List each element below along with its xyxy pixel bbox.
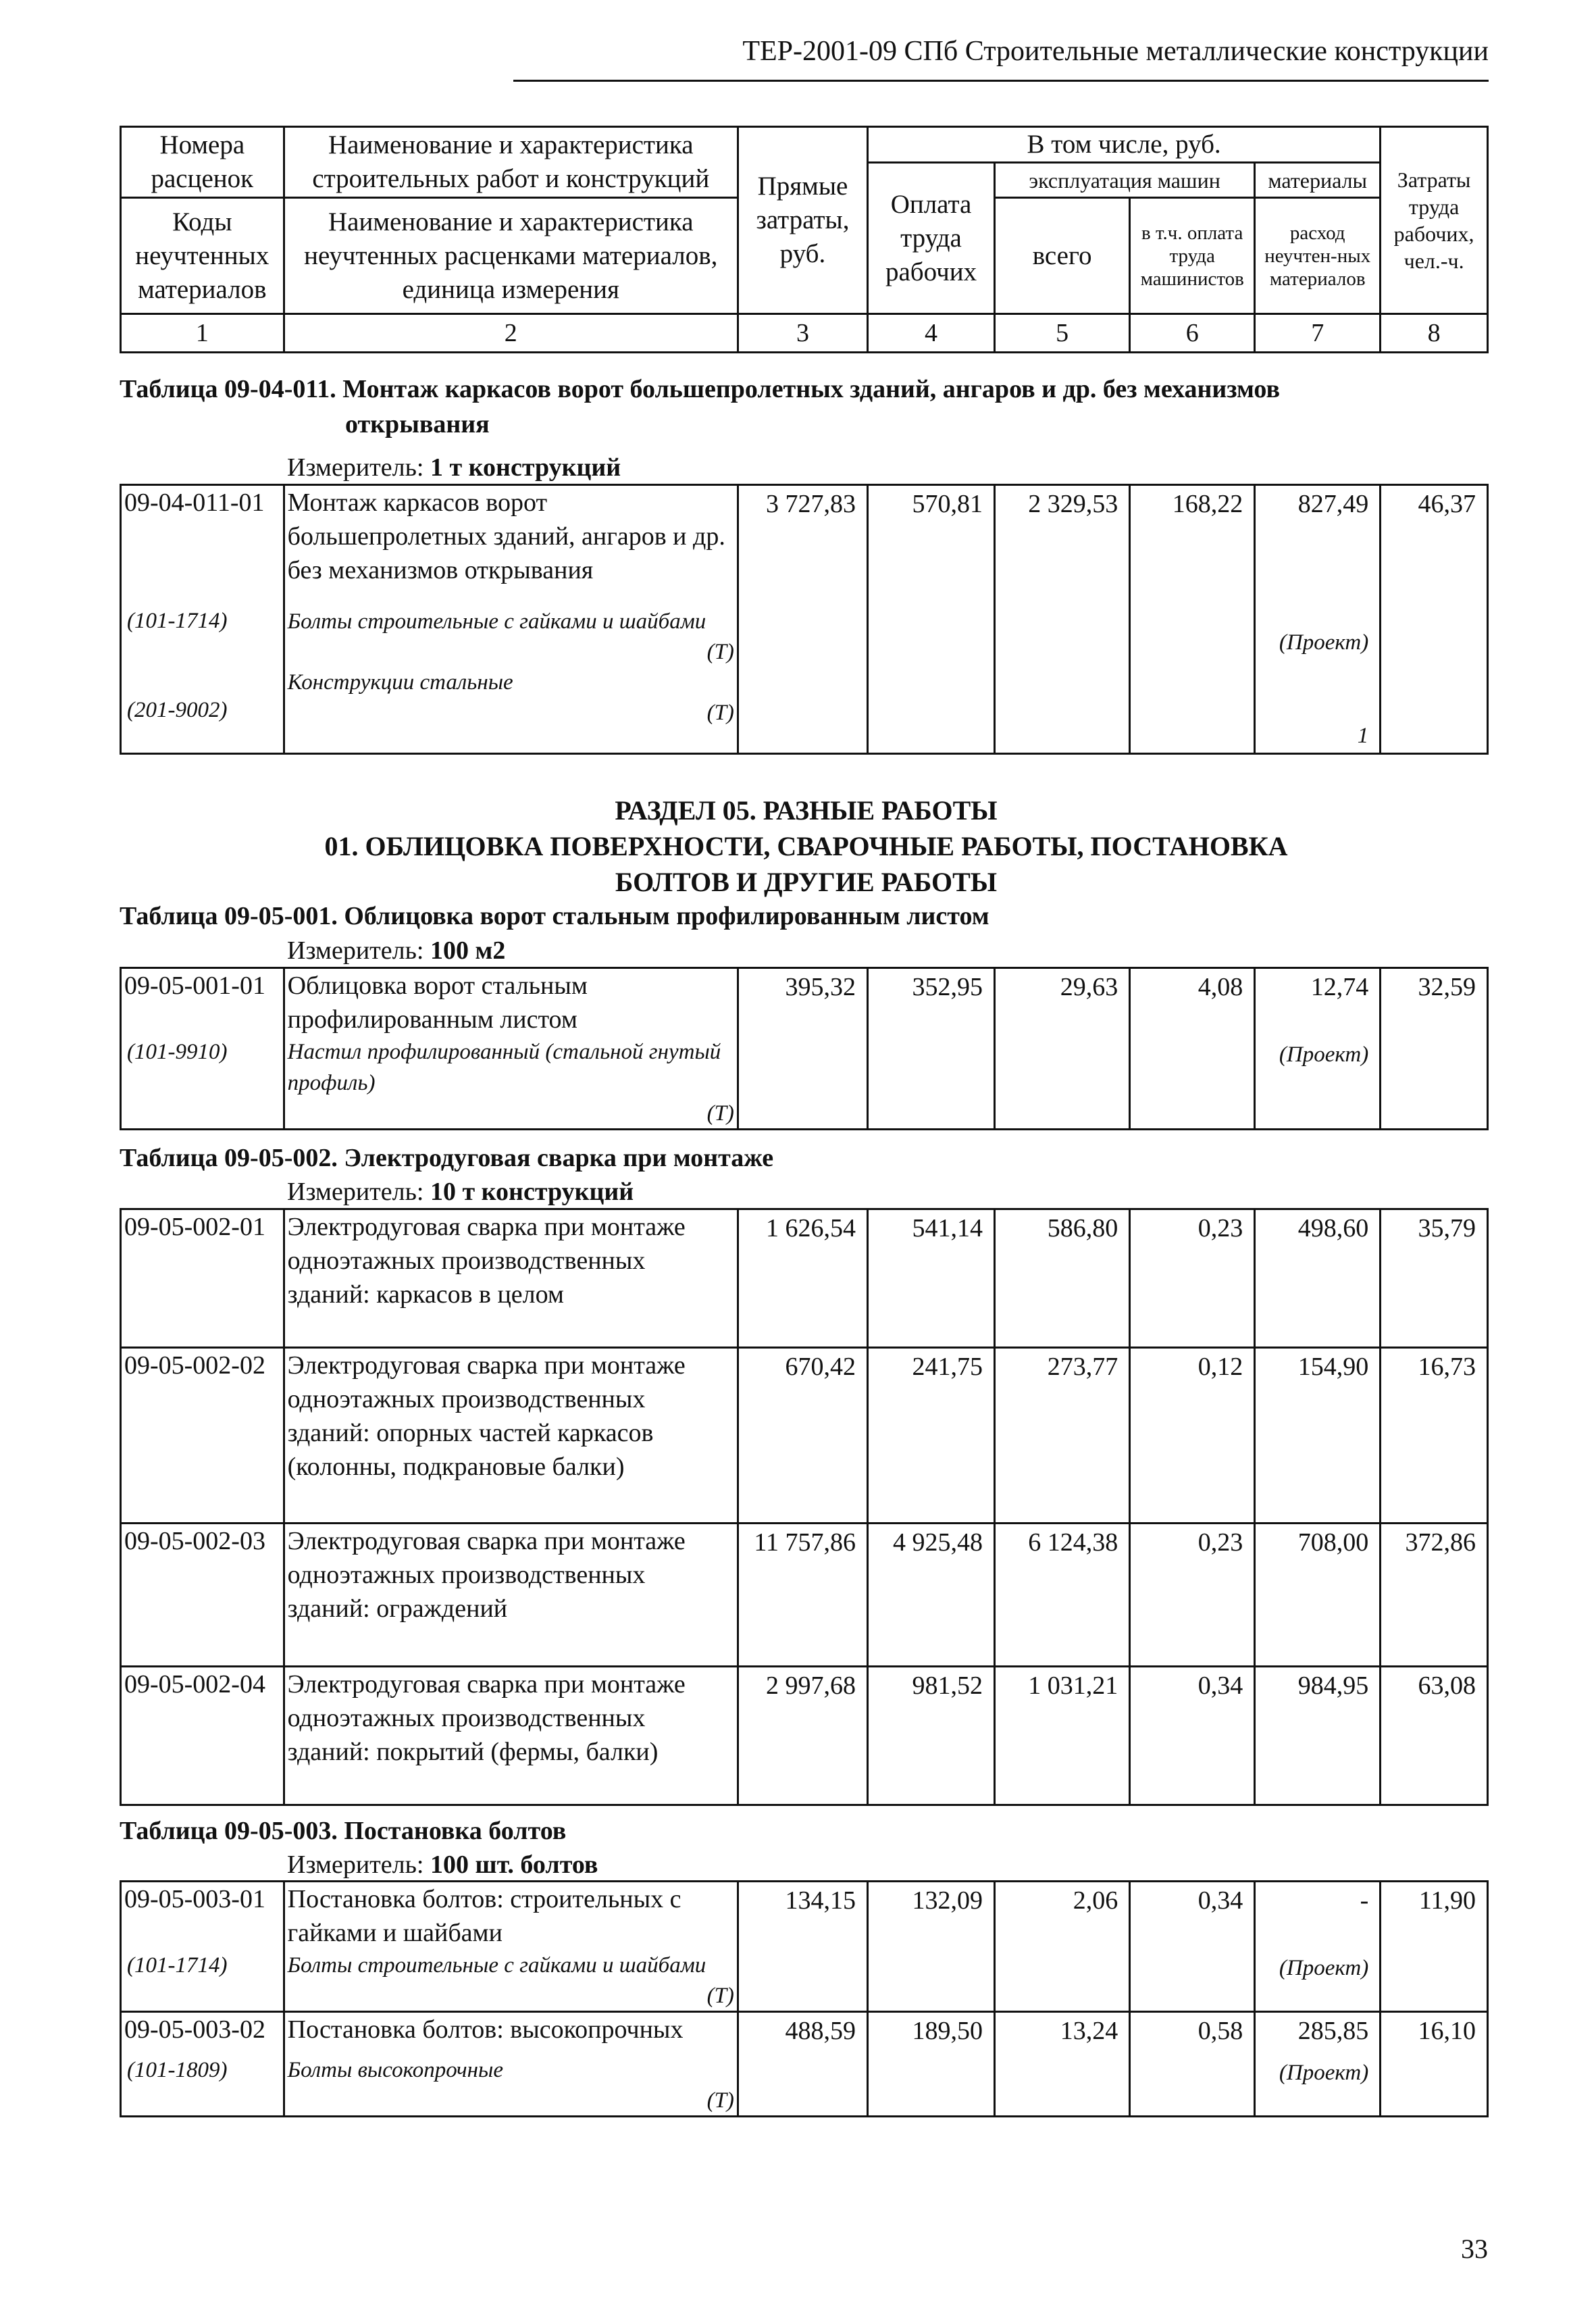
table-row [121, 2012, 1488, 2117]
material-code: (101-9910) [127, 1040, 228, 1064]
labor-pay: 4 925,48 [868, 1524, 995, 1667]
rate-name: Постановка болтов: строительных с гайками и шайбами [287, 1885, 681, 1947]
section-title-line: 01. ОБЛИЦОВКА ПОВЕРХНОСТИ, СВАРОЧНЫЕ РАБОТЫ, ПОСТАНОВКА [324, 831, 1288, 861]
material-consumption: 1 [1357, 724, 1369, 748]
material-unit: (Т) [706, 2088, 734, 2113]
material-unit: (Т) [706, 1101, 734, 1126]
direct-cost: 2 997,68 [738, 1667, 867, 1805]
col6-header: в т.ч. оплата труда машинистов [1130, 198, 1255, 314]
machines-total: 273,77 [995, 1348, 1130, 1524]
operator-pay: 0,12 [1130, 1348, 1255, 1524]
materials-header: материалы [1255, 163, 1381, 198]
included-header: В том числе, руб. [868, 127, 1381, 163]
table-row [121, 1667, 1488, 1805]
measure-unit-value: 100 шт. болтов [430, 1851, 598, 1879]
direct-cost: 1 626,54 [738, 1209, 867, 1348]
table-title: Таблица 09-05-003. Постановка болтов [120, 1817, 567, 1845]
materials-cost: 708,00 [1255, 1524, 1381, 1667]
measure-unit: Измеритель: 100 м2 [287, 936, 506, 965]
direct-cost: 134,15 [738, 1882, 867, 2012]
rate-name: Постановка болтов: высокопрочных [287, 2015, 684, 2044]
table-title: Таблица 09-05-001. Облицовка ворот стальным профилированным листом [120, 902, 989, 930]
rate-name: Электродуговая сварка при монтаже одноэтажных производственных зданий: опорных частей каркасов (колонны, подкрановые балки) [284, 1348, 738, 1524]
table-title [120, 372, 1280, 442]
machines-total: 6 124,38 [995, 1524, 1130, 1667]
labor-hours: 372,86 [1381, 1524, 1488, 1667]
rate-code: 09-04-011-01 [124, 488, 265, 517]
running-header: ТЕР-2001-09 СПб Строительные металлические конструкции [742, 36, 1489, 67]
col3-header: Прямые затраты, руб. [738, 127, 867, 314]
col7-header: расход неучтен-ных материалов [1255, 198, 1381, 314]
column-number: 4 [868, 314, 995, 353]
material-name: Болты высокопрочные [287, 2058, 504, 2082]
measure-unit: Измеритель: 10 т конструкций [287, 1178, 634, 1206]
table-row [121, 1882, 1488, 2012]
labor-hours: 46,37 [1381, 485, 1488, 754]
column-number: 1 [121, 314, 284, 353]
column-number: 2 [284, 314, 738, 353]
rate-code: 09-05-003-01 [124, 1885, 265, 1913]
operator-pay: 4,08 [1130, 968, 1255, 1130]
rate-code: 09-05-002-02 [121, 1348, 284, 1524]
material-unit: (Т) [706, 1984, 734, 2008]
operator-pay: 0,34 [1130, 1882, 1255, 2012]
column-number: 5 [995, 314, 1130, 353]
direct-cost: 488,59 [738, 2012, 867, 2117]
col4-header: Оплата труда рабочих [868, 163, 995, 314]
machines-total: 2 329,53 [995, 485, 1130, 754]
material-name: Конструкции стальные [287, 670, 513, 695]
column-header-table [120, 126, 1489, 353]
machines-total: 13,24 [995, 2012, 1130, 2117]
table-title: Таблица 09-05-002. Электродуговая сварка при монтаже [120, 1144, 774, 1172]
materials-cost: 498,60 [1255, 1209, 1381, 1348]
machines-total: 2,06 [995, 1882, 1130, 2012]
rate-name: Монтаж каркасов ворот большепролетных зданий, ангаров и др. без механизмов открывания [287, 488, 725, 584]
material-code: (201-9002) [127, 698, 228, 722]
material-name: Болты строительные с гайками и шайбами [287, 609, 706, 634]
table-row [121, 968, 1488, 1130]
rates-table [120, 1880, 1489, 2117]
table-row [121, 1524, 1488, 1667]
table-row [121, 1209, 1488, 1348]
labor-pay: 541,14 [868, 1209, 995, 1348]
section-title-line: РАЗДЕЛ 05. РАЗНЫЕ РАБОТЫ [615, 795, 998, 826]
material-name: Настил профилированный (стальной гнутый профиль) [287, 1040, 721, 1095]
rate-code: 09-05-002-01 [121, 1209, 284, 1348]
column-number: 8 [1381, 314, 1488, 353]
rates-table [120, 967, 1489, 1130]
material-consumption: (Проект) [1279, 1956, 1369, 1980]
operator-pay: 0,23 [1130, 1524, 1255, 1667]
operator-pay: 0,23 [1130, 1209, 1255, 1348]
labor-pay: 241,75 [868, 1348, 995, 1524]
table-title-text: Таблица 09-04-011. Монтаж каркасов ворот большепролетных зданий, ангаров и др. без механизмов [120, 375, 1280, 403]
direct-cost: 395,32 [738, 968, 867, 1130]
material-unit: (Т) [706, 640, 734, 664]
labor-hours: 35,79 [1381, 1209, 1488, 1348]
measure-unit-value: 10 т конструкций [430, 1178, 634, 1206]
labor-pay: 132,09 [868, 1882, 995, 2012]
measure-unit: Измеритель: 1 т конструкций [287, 453, 621, 482]
col8-header: Затраты труда рабочих, чел.-ч. [1381, 127, 1488, 314]
machines-header: эксплуатация машин [995, 163, 1255, 198]
machines-total: 1 031,21 [995, 1667, 1130, 1805]
material-code: (101-1714) [127, 609, 228, 633]
rates-table [120, 1208, 1489, 1806]
labor-pay: 189,50 [868, 2012, 995, 2117]
material-code: (101-1714) [127, 1953, 228, 1978]
labor-pay: 981,52 [868, 1667, 995, 1805]
material-code: (101-1809) [127, 2058, 228, 2082]
direct-cost: 11 757,86 [738, 1524, 867, 1667]
col2-header-top: Наименование и характеристика строительных работ и конструкций [284, 127, 738, 198]
machines-total: 29,63 [995, 968, 1130, 1130]
table-row [121, 485, 1488, 754]
materials-cost: 984,95 [1255, 1667, 1381, 1805]
rate-code: 09-05-003-02 [124, 2015, 265, 2044]
materials-cost: 285,85 [1297, 2017, 1369, 2045]
column-number-row [121, 314, 1488, 353]
machines-total: 586,80 [995, 1209, 1130, 1348]
material-unit: (Т) [706, 701, 734, 725]
measure-unit-value: 100 м2 [430, 936, 506, 965]
material-consumption: (Проект) [1279, 2061, 1369, 2085]
rate-code: 09-05-002-04 [121, 1667, 284, 1805]
direct-cost: 670,42 [738, 1348, 867, 1524]
col2-header-bottom: Наименование и характеристика неучтенных расценками материалов, единица измерения [284, 198, 738, 314]
material-consumption: (Проект) [1279, 630, 1369, 655]
col1-header-top: Номера расценок [121, 127, 284, 198]
material-consumption: (Проект) [1279, 1042, 1369, 1067]
table-title-continuation: открывания [345, 410, 490, 438]
rate-name: Электродуговая сварка при монтаже одноэтажных производственных зданий: ограждений [284, 1524, 738, 1667]
rate-name: Электродуговая сварка при монтаже одноэтажных производственных зданий: покрытий (фермы, балки) [284, 1667, 738, 1805]
column-number: 7 [1255, 314, 1381, 353]
operator-pay: 168,22 [1130, 485, 1255, 754]
labor-hours: 16,10 [1381, 2012, 1488, 2117]
rate-code: 09-05-001-01 [124, 972, 265, 1000]
rate-code: 09-05-002-03 [121, 1524, 284, 1667]
direct-cost: 3 727,83 [738, 485, 867, 754]
materials-cost: 154,90 [1255, 1348, 1381, 1524]
materials-cost: 12,74 [1310, 973, 1369, 1001]
operator-pay: 0,34 [1130, 1667, 1255, 1805]
operator-pay: 0,58 [1130, 2012, 1255, 2117]
section-title [122, 793, 1491, 900]
section-title-line: БОЛТОВ И ДРУГИЕ РАБОТЫ [615, 867, 998, 897]
measure-unit-value: 1 т конструкций [430, 453, 621, 482]
labor-hours: 63,08 [1381, 1667, 1488, 1805]
rate-name: Облицовка ворот стальным профилированным листом [287, 972, 588, 1034]
materials-cost: 827,49 [1297, 490, 1369, 518]
table-row [121, 1348, 1488, 1524]
rate-name: Электродуговая сварка при монтаже одноэтажных производственных зданий: каркасов в целом [284, 1209, 738, 1348]
labor-hours: 16,73 [1381, 1348, 1488, 1524]
material-name: Болты строительные с гайками и шайбами [287, 1953, 706, 1978]
materials-cost: - [1360, 1886, 1369, 1915]
labor-hours: 11,90 [1381, 1882, 1488, 2012]
labor-hours: 32,59 [1381, 968, 1488, 1130]
labor-pay: 570,81 [868, 485, 995, 754]
measure-unit: Измеритель: 100 шт. болтов [287, 1851, 598, 1879]
labor-pay: 352,95 [868, 968, 995, 1130]
page-number: 33 [1461, 2234, 1488, 2264]
header-rule [513, 80, 1489, 82]
col5-header: всего [995, 198, 1130, 314]
column-number: 3 [738, 314, 867, 353]
rates-table [120, 484, 1489, 755]
col1-header-bottom: Коды неучтенных материалов [121, 198, 284, 314]
column-number: 6 [1130, 314, 1255, 353]
